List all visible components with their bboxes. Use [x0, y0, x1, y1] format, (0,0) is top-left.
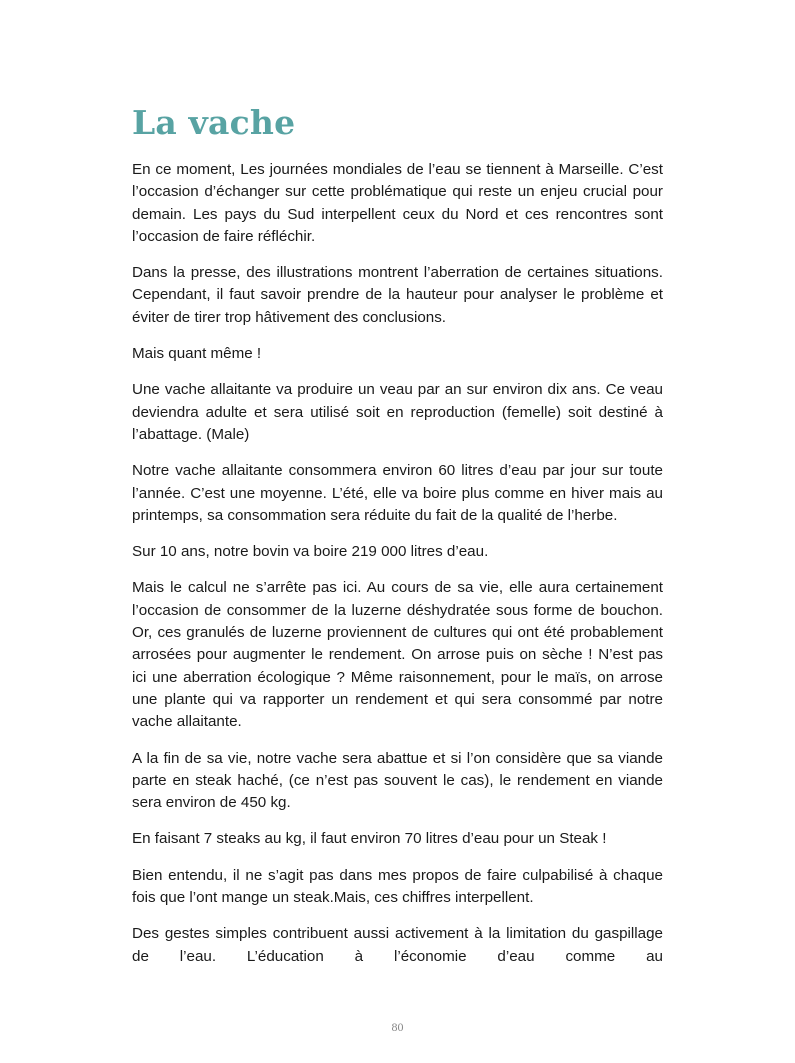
paragraph: Des gestes simples contribuent aussi activement à la limitation du gaspillage de l’eau. L’éducation à l’économie d’eau comme au	[132, 925, 663, 965]
paragraph: Dans la presse, des illustrations montrent l’aberration de certaines situations. Cependant, il faut savoir prendre de la hauteur pour analyser le problème et éviter de tirer trop hâtivement des conclusions.	[132, 264, 663, 326]
paragraph: En ce moment, Les journées mondiales de l’eau se tiennent à Marseille. C’est l’occasion d’échanger sur cette problématique qui reste un enjeu crucial pour demain. Les pays du Sud interpellent ceux du Nord et ces rencontres sont l’occasion de faire réfléchir.	[132, 161, 663, 245]
paragraph: Mais le calcul ne s’arrête pas ici. Au cours de sa vie, elle aura certainement l’occasion de consommer de la luzerne déshydratée sous forme de bouchon. Or, ces granulés de luzerne proviennent de cultures qui ont été probablement arrosées pour augmenter le rendement. On arrose puis on sèche ! N’est pas ici une aberration écologique ? Même raisonnement, pour le maïs, on arrose une plante qui va rapporter un rendement et qui sera consommé par notre vache allaitante.	[132, 579, 663, 731]
chapter-title: La vache	[132, 103, 296, 142]
paragraph: Sur 10 ans, notre bovin va boire 219 000 litres d’eau.	[132, 543, 489, 561]
paragraph: Notre vache allaitante consommera environ 60 litres d’eau par jour sur toute l’année. C’est une moyenne. L’été, elle va boire plus comme en hiver mais au printemps, sa consommation sera réduite du fait de la qualité de l’herbe.	[132, 462, 663, 524]
paragraph: En faisant 7 steaks au kg, il faut environ 70 litres d’eau pour un Steak !	[132, 830, 607, 848]
body-text	[132, 159, 663, 982]
paragraph: Une vache allaitante va produire un veau par an sur environ dix ans. Ce veau deviendra adulte et sera utilisé soit en reproduction (femelle) soit destiné à l’abattage. (Male)	[132, 381, 663, 443]
paragraph: Bien entendu, il ne s’agit pas dans mes propos de faire culpabilisé à chaque fois que l’ont mange un steak.Mais, ces chiffres interpellent.	[132, 866, 663, 907]
page-number: 80	[391, 1020, 404, 1034]
paragraph: A la fin de sa vie, notre vache sera abattue et si l’on considère que sa viande parte en steak haché, (ce n’est pas souvent le cas), le rendement en viande sera environ de 450 kg.	[132, 749, 663, 812]
paragraph: Mais quant même !	[132, 345, 262, 363]
